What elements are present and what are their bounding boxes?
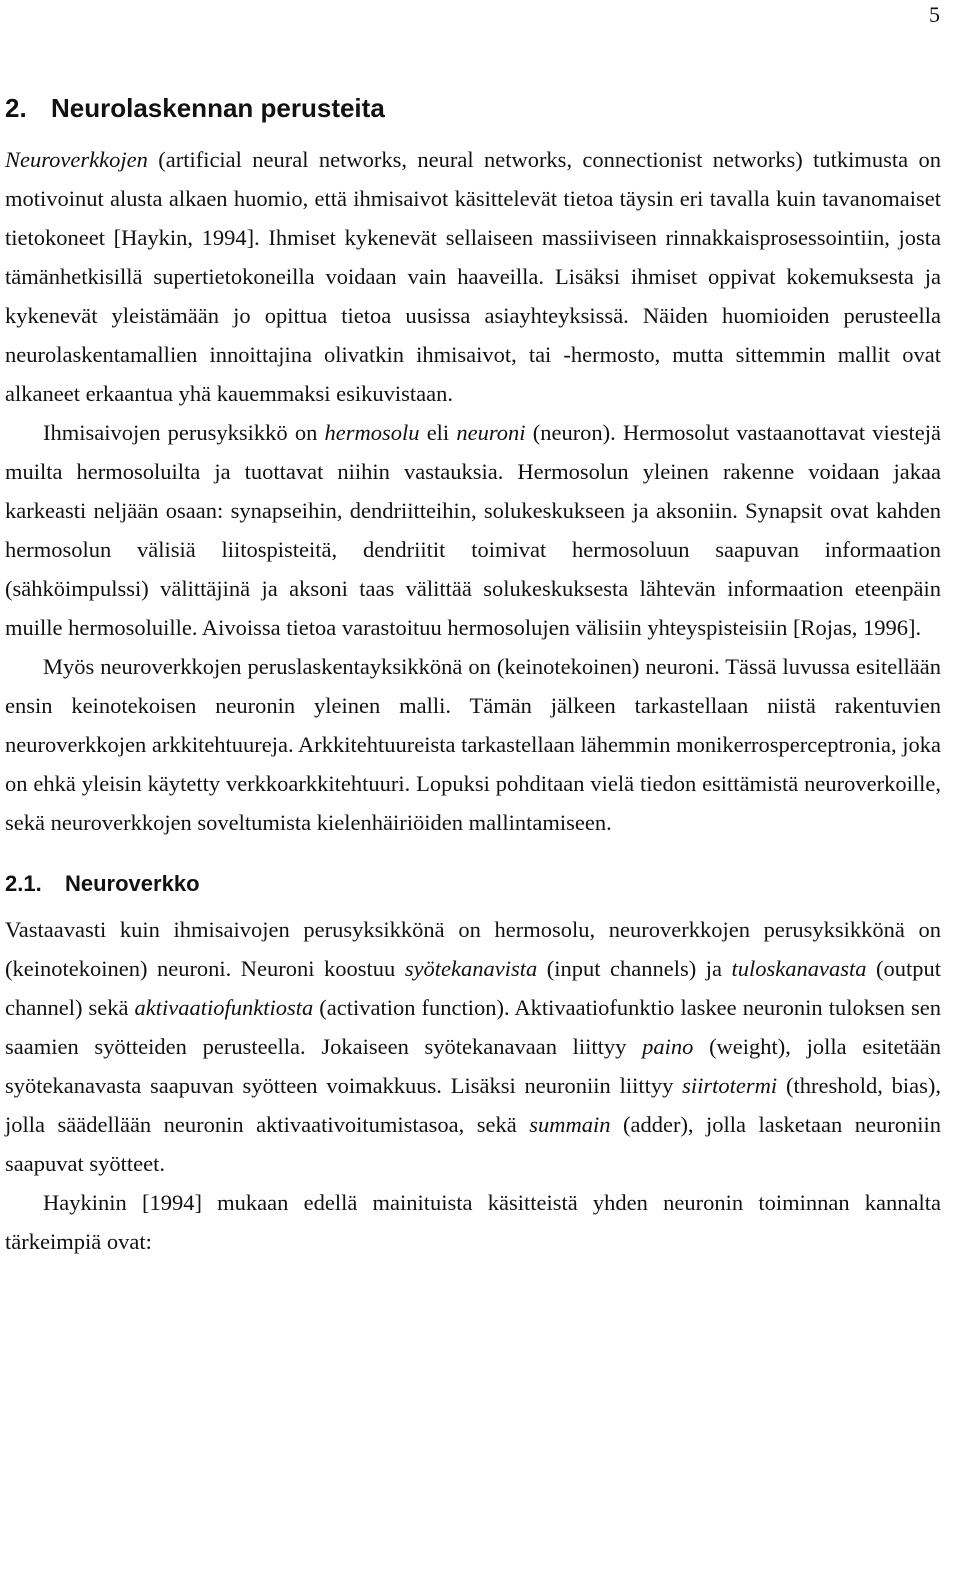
text-run: (input channels) ja <box>537 956 732 981</box>
section-heading <box>5 88 941 128</box>
italic-term: aktivaatiofunktiosta <box>134 995 314 1020</box>
text-run: Vastaavasti kuin ihmisaivojen perusyksikkönä on hermosolu, neuroverkkojen perusyksikkönä on (keinotekoinen) neuroni. Neuroni koostuu <box>5 917 941 981</box>
text-run: Haykinin [1994] mukaan edellä mainituista käsitteistä yhden neuronin toiminnan kannalta tärkeimpiä ovat: <box>5 1190 941 1254</box>
paragraph <box>5 413 941 647</box>
subsection-title: Neuroverkko <box>65 871 200 896</box>
text-run: Ihmisaivojen perusyksikkö on <box>43 420 325 445</box>
page-content <box>5 88 941 1261</box>
text-run: (adder), jolla lasketaan neuroniin saapuvat syötteet. <box>5 1112 941 1176</box>
text-run: eli <box>419 420 457 445</box>
italic-term: Neuroverkkojen <box>5 147 148 172</box>
italic-term: paino <box>642 1034 694 1059</box>
italic-term: neuroni <box>456 420 526 445</box>
text-run: (threshold, bias), jolla säädellään neuronin aktivaativoitumistasoa, sekä <box>5 1073 942 1137</box>
text-run: (activation function). Aktivaatiofunktio laskee neuronin tuloksen sen saamien syötteiden perusteella. Jokaiseen syötekanavaan liittyy <box>5 995 941 1059</box>
subsection-number: 2.1. <box>5 871 42 896</box>
text-run: (neuron). Hermosolut vastaanottavat viestejä muilta hermosoluilta ja tuottavat niihin vastauksia. Hermosolun yleinen rakenne voidaan jakaa karkeasti neljään osaan: synapseihin, dendriitteihin, solukeskukseen ja aksoniin. Synapsit ovat kahden hermosolun välisiä liitospisteitä, dendriitit toimivat hermosoluun saapuvan informaation (sähköimpulssi) välittäjinä ja aksoni taas välittää solukeskuksesta lähtevän informaation eteenpäin muille hermosoluille. Aivoissa tietoa varastoituu hermosolujen välisiin yhteyspisteisiin [Rojas, 1996]. <box>5 420 941 640</box>
italic-term: siirtotermi <box>682 1073 778 1098</box>
text-run: (artificial neural networks, neural networks, connectionist networks) tutkimusta on motivoinut alusta alkaen huomio, että ihmisaivot käsittelevät tietoa täysin eri tavalla kuin tavanomaiset tietokoneet [Haykin, 1994]. Ihmiset kykenevät sellaiseen massiiviseen rinnakkaisprosessointiin, josta tämänhetkisillä supertietokoneilla voidaan vain haaveilla. Lisäksi ihmiset oppivat kokemuksesta ja kykenevät yleistämään jo opittua tietoa uusissa asiayhteyksissä. Näiden huomioiden perusteella neurolaskentamallien innoittajina olivatkin ihmisaivot, tai -hermosto, mutta sittemmin mallit ovat alkaneet erkaantua yhä kauemmaksi esikuvistaan. <box>5 147 941 406</box>
paragraph <box>5 910 941 1183</box>
italic-term: summain <box>529 1112 611 1137</box>
text-run: (output channel) sekä <box>5 956 941 1020</box>
paragraph <box>5 647 941 842</box>
subsection-heading <box>5 864 941 904</box>
italic-term: tuloskanavasta <box>731 956 867 981</box>
paragraph <box>5 140 941 413</box>
text-run: Myös neuroverkkojen peruslaskentayksikkönä on (keinotekoinen) neuroni. Tässä luvussa esitellään ensin keinotekoisen neuronin yleinen malli. Tämän jälkeen tarkastellaan niistä rakentuvien neuroverkkojen arkkitehtuureja. Arkkitehtuureista tarkastellaan lähemmin monikerrosperceptronia, joka on ehkä yleisin käytetty verkkoarkkitehtuuri. Lopuksi pohditaan vielä tiedon esittämistä neuroverkoille, sekä neuroverkkojen soveltumista kielenhäiriöiden mallintamiseen. <box>5 654 941 835</box>
section-number: 2. <box>5 93 27 123</box>
text-run: (weight), jolla esitetään syötekanavasta saapuvan syötteen voimakkuus. Lisäksi neuroniin liittyy <box>5 1034 941 1098</box>
italic-term: syötekanavista <box>404 956 538 981</box>
italic-term: hermosolu <box>324 420 420 445</box>
section-title: Neurolaskennan perusteita <box>51 93 385 123</box>
page-number: 5 <box>929 2 940 27</box>
paragraph <box>5 1183 941 1261</box>
